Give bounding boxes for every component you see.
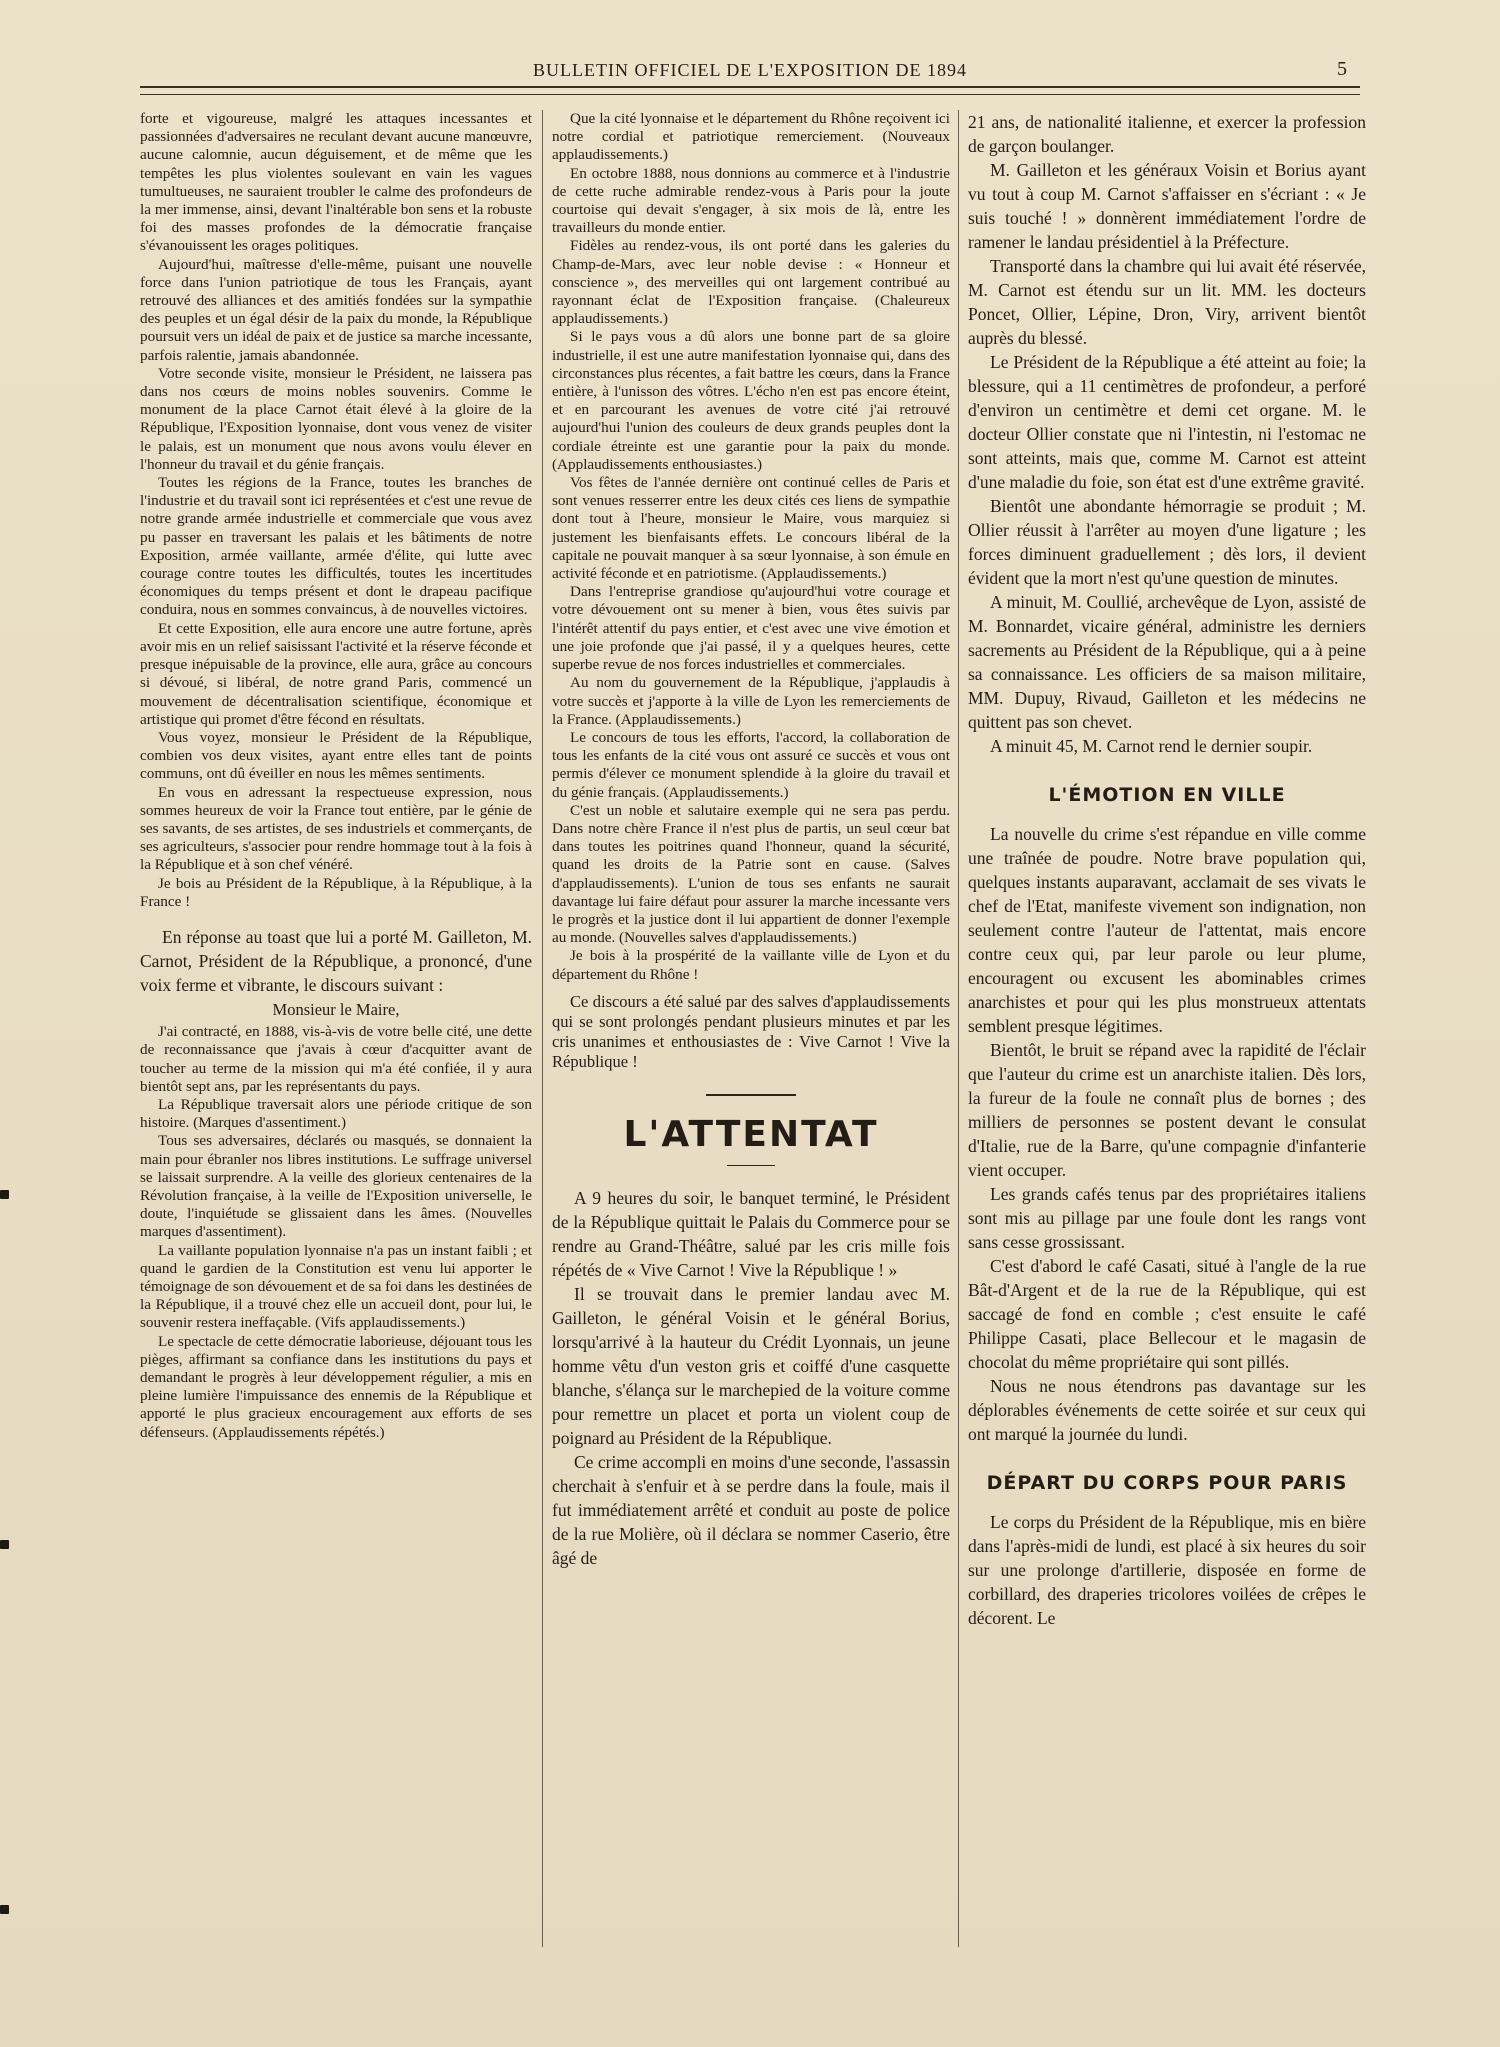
paragraph: C'est un noble et salutaire exemple qui ne sera pas perdu. Dans notre chère France il n'est plus de partis, un seul cœur bat dans toutes les poitrines quand l'honneur, quand la sécurité, quand les droits de la Patrie sont en cause. (Salves d'applaudissements). L'union de tous ses enfants ne saurait davantage lui faire défaut pour assurer la marche incessante vers le progrès et la justice dont il lui appartient de donner l'exemple au monde. (Nouvelles salves d'applaudissements.) — [552, 801, 950, 947]
paragraph: Transporté dans la chambre qui lui avait été réservée, M. Carnot est étendu sur un lit. MM. les docteurs Poncet, Ollier, Lépine, Dron, Viry, arrivent bientôt auprès du blessé. — [968, 256, 1366, 348]
spacer — [140, 911, 532, 925]
carnot-speech-continued — [552, 110, 950, 984]
paragraph: Le concours de tous les efforts, l'accord, la collaboration de tous les enfants de la cité vous ont assuré ce succès et vous ont permis d'élever ce monument splendide à la gloire du travail et du génie français. (Applaudissements.) — [552, 728, 950, 801]
section-title-attentat: L'ATTENTAT — [623, 1113, 879, 1155]
margin-mark — [0, 1190, 9, 1199]
paragraph: Vous voyez, monsieur le Président de la République, combien vos deux visites, ayant entre elles tant de points communs, ont dû éveiller en nous les mêmes sentiments. — [140, 728, 532, 783]
column-1 — [140, 110, 532, 1947]
paragraph: Fidèles au rendez-vous, ils ont porté dans les galeries du Champ-de-Mars, avec leur noble devise : « Honneur et conscience », des merveilles qui ont largement contribué au rayonnant éclat de l'Exposition française. (Chaleureux applaudissements.) — [552, 237, 950, 328]
header-rule — [140, 86, 1360, 95]
paragraph: Bientôt une abondante hémorragie se produit ; M. Ollier réussit à l'arrêter au moyen d'une ligature ; les forces diminuent graduellement ; dès lors, il devient évident que la mort n'est qu'une question de minutes. — [968, 496, 1366, 588]
paragraph: La vaillante population lyonnaise n'a pas un instant faibli ; et quand le gardien de la Constitution est venu lui apporter le témoignage de son dévouement et de sa foi dans les destinées de la République, il a trouvé chez elle un accueil dont, pour lui, le souvenir restera ineffaçable. (Vifs applaudissements.) — [140, 1241, 532, 1332]
paragraph: Il se trouvait dans le premier landau avec M. Gailleton, le général Voisin et le général Borius, lorsqu'arrivé à la hauteur du Crédit Lyonnais, un jeune homme vêtu d'un veston gris et coiffé d'une casquette blanche, s'élança sur le marchepied de la voiture comme pour remettre un placet et porta un violent coup de poignard au Président de la République. — [552, 1283, 950, 1448]
paragraph: En octobre 1888, nous donnions au commerce et à l'industrie de cette ruche admirable rendez-vous à Paris pour la joute courtoise qui devait s'engager, à six mois de là, entre les travailleurs du monde entier. — [552, 164, 950, 237]
page-number: 5 — [1337, 58, 1348, 80]
paragraph: Si le pays vous a dû alors une bonne part de sa gloire industrielle, il est une autre manifestation lyonnaise qui, dans des circonstances plus récentes, a fait battre les cœurs, dans la France entière, à l'unisson des vôtres. L'écho n'en est pas encore éteint, et en parcourant les avenues de votre cité j'ai retrouvé aujourd'hui l'union des couleurs de deux grands peuples dont la cordiale étreinte est une garantie pour la paix du monde. (Applaudissements enthousiastes.) — [552, 328, 950, 473]
paragraph: M. Gailleton et les généraux Voisin et Borius ayant vu tout à coup M. Carnot s'affaisser en s'écriant : « Je suis touché ! » donnèrent immédiatement l'ordre de ramener le landau présidentiel à la Préfecture. — [968, 160, 1366, 252]
intro-block — [140, 925, 532, 997]
paragraph: J'ai contracté, en 1888, vis-à-vis de votre belle cité, une dette de reconnaissance que j'avais à cœur d'acquitter avant de toucher au terme de la mission qui m'a été confiée, il y aura bientôt sept ans, par les représentants du pays. — [140, 1023, 532, 1095]
paragraph: Tous ses adversaires, déclarés ou masqués, se donnaient la main pour ébranler nos libres institutions. Le suffrage universel se laissait surprendre. A la veille des glorieux centenaires de la Révolution française, à la veille de l'Exposition universelle, le doute, l'inquiétude se glissaient dans les âmes. (Nouvelles marques d'assentiment). — [140, 1132, 532, 1241]
paragraph: La République traversait alors une période critique de son histoire. (Marques d'assentiment.) — [140, 1095, 532, 1132]
paragraph: A 9 heures du soir, le banquet terminé, le Président de la République quittait le Palais du Commerce pour se rendre au Grand-Théâtre, salué par les cris mille fois répétés de « Vive Carnot ! Vive la République ! » — [552, 1187, 950, 1280]
paragraph: En réponse au toast que lui a porté M. Gailleton, M. Carnot, Président de la République, a prononcé, d'une voix ferme et vibrante, le discours suivant : — [140, 926, 532, 995]
paragraph: Le Président de la République a été atteint au foie; la blessure, qui a 11 centimètres de profondeur, a perforé d'environ un centimètre et demi cet organe. M. le docteur Ollier constate que ni l'intestin, ni l'estomac ne sont atteints, mais que, comme M. Carnot est atteint d'une maladie du foie, son état est d'une extrême gravité. — [968, 352, 1366, 492]
paragraph: Votre seconde visite, monsieur le Président, ne laissera pas dans nos cœurs de moins nobles souvenirs. Comme le monument de la place Carnot était élevé à la gloire de la République, l'Exposition lyonnaise, dont vous venez de visiter le palais, est un monument que nous avons voulu élever en l'honneur du travail et du génie français. — [140, 364, 532, 473]
mayor-speech — [140, 110, 532, 911]
column-2 — [552, 110, 950, 1947]
depart-article — [968, 1510, 1366, 1630]
paragraph: A minuit 45, M. Carnot rend le dernier soupir. — [990, 736, 1313, 756]
paragraph: Toutes les régions de la France, toutes les branches de l'industrie et du travail sont ici représentées et c'est une revue de notre grande armée industrielle et commerciale que vous avez pu passer en traversant les palais et les bâtiments de notre Exposition, armée vaillante, armée d'élite, qui lutte avec courage contre toutes les difficultés, toutes les incertitudes économiques du temps présent et dont le drapeau pacifique conduira, nous en sommes convaincus, à de nouvelles victoires. — [140, 474, 532, 619]
paragraph: A minuit, M. Coullié, archevêque de Lyon, assisté de M. Bonnardet, vicaire général, administre les derniers sacrements au Président de la République, qui a à peine sa connaissance. Les officiers de sa maison militaire, MM. Dupuy, Rivaud, Gailleton et les médecins ne quittent pas son chevet. — [968, 592, 1366, 732]
paragraph: 21 ans, de nationalité italienne, et exercer la profession de garçon boulanger. — [968, 112, 1366, 156]
section-separator — [706, 1094, 796, 1096]
paragraph: Ce discours a été salué par des salves d'applaudissements qui se sont prolongés pendant plusieurs minutes et par les cris unanimes et enthousiastes de : Vive Carnot ! Vive la République ! — [552, 991, 950, 1071]
paragraph: Dans l'entreprise grandiose qu'aujourd'hui votre courage et votre dévouement ont su mener à bien, vous êtes suivis par l'intérêt attentif du pays entier, et c'est avec une vive émotion et une joie profonde que j'ai passé, il y a quelques heures, cette superbe revue de nos forces industrielles et commerciales. — [552, 583, 950, 674]
margin-mark — [0, 1905, 9, 1914]
paragraph: forte et vigoureuse, malgré les attaques incessantes et passionnées d'adversaires ne reculant devant aucune manœuvre, aucune calomnie, aucun déguisement, et de même que les tempêtes les plus violentes soulevant en vain les vagues tumultueuses, ne sauraient troubler le calme des profondeurs de la mer immense, ainsi, devant l'inaltérable bon sens et la robuste foi des masses profondes de la démocratie française s'évanouissent les orages politiques. — [140, 110, 532, 255]
paragraph: Aujourd'hui, maîtresse d'elle-même, puisant une nouvelle force dans l'union patriotique de tous les Français, ayant retrouvé des alliances et des amitiés fondées sur la sympathie des peuples et un égal désir de la paix du monde, la République poursuit vers un idéal de paix et de justice sa marche incessante, parfois ralentie, jamais abandonnée. — [140, 255, 532, 364]
paragraph: En vous en adressant la respectueuse expression, nous sommes heureux de voir la France tout entière, par le génie de ses savants, de ses artistes, de ses industriels et commerçants, de ses agriculteurs, s'associer pour rendre hommage tout à la fois à la République et à son chef vénéré. — [140, 783, 532, 874]
after-speech-block — [552, 992, 950, 1072]
paragraph: Bientôt, le bruit se répand avec la rapidité de l'éclair que l'auteur du crime est un anarchiste italien. Dès lors, la fureur de la foule ne connaît plus de bornes ; des milliers de personnes se postent devant le consulat d'Italie, rue de la Barre, qu'une compagnie d'infanterie vient occuper. — [968, 1040, 1366, 1180]
paragraph: Et cette Exposition, elle aura encore une autre fortune, après avoir mis en un relief saisissant l'activité et la réserve féconde et presque inépuisable de la province, elle aura, grâce au concours si dévoué, si libéral, de notre grand Paris, commencé un mouvement de décentralisation scientifique, économique et artistique qui promet d'être fécond en résultats. — [140, 619, 532, 728]
paragraph: Les grands cafés tenus par des propriétaires italiens sont mis au pillage par une foule dont les rangs vont sans cesse grossissant. — [968, 1184, 1366, 1252]
paragraph: Nous ne nous étendrons pas davantage sur les déplorables événements de cette soirée et sur ceux qui ont marqué la journée du lundi. — [968, 1376, 1366, 1444]
column-3 — [968, 110, 1366, 1947]
paragraph: Je bois à la prospérité de la vaillante ville de Lyon et du département du Rhône ! — [552, 947, 950, 983]
paragraph: Le spectacle de cette démocratie laborieuse, déjouant tous les pièges, affirmant sa confiance dans les institutions du pays et demandant le progrès à leur développement régulier, a mis en pleine lumière l'impuissance des ennemis de la République et apporté le plus gracieux encouragement aux efforts de ses défenseurs. (Applaudissements répétés.) — [140, 1332, 532, 1441]
margin-mark — [0, 1540, 9, 1549]
paragraph: Ce crime accompli en moins d'une seconde, l'assassin cherchait à s'enfuir et à se perdre dans la foule, mais il fut immédiatement arrêté et conduit au poste de police de la rue Molière, où il déclara se nommer Caserio, être âgé de — [552, 1451, 950, 1568]
paragraph: Je bois au Président de la République, à la République, à la France ! — [140, 874, 532, 910]
section-title-emotion: L'ÉMOTION EN VILLE — [1048, 784, 1286, 806]
title-underline — [727, 1165, 775, 1166]
emotion-article — [968, 822, 1366, 1446]
column-divider — [542, 110, 543, 1947]
salutation: Monsieur le Maire, — [272, 999, 400, 1019]
attentat-article — [552, 1186, 950, 1570]
paragraph: Vos fêtes de l'année dernière ont continué celles de Paris et sont venues resserrer entre les deux cités ces liens de sympathie dont tout à l'heure, monsieur le Maire, vous marquiez si justement les bienfaisants effets. Le concours libéral de la capitale ne pouvait manquer à sa sœur lyonnaise, à son émule en activité féconde et en patriotisme. (Applaudissements.) — [552, 474, 950, 583]
bulletin-title: BULLETIN OFFICIEL DE L'EXPOSITION DE 1894 — [532, 60, 968, 80]
paragraph: C'est d'abord le café Casati, situé à l'angle de la rue Bât-d'Argent et de la rue de la République, qui est saccagé de fond en comble ; c'est ensuite le café Philippe Casati, place Bellecour et le magasin de chocolat du même propriétaire qui sont pillés. — [968, 1256, 1366, 1372]
carnot-speech — [140, 1001, 532, 1442]
paragraph: La nouvelle du crime s'est répandue en ville comme une traînée de poudre. Notre brave population qui, quelques instants auparavant, acclamait de ses vivats le chef de l'Etat, manifeste vivement son indignation, non seulement contre l'auteur de l'attentat, mais encore contre ceux qui, par leur parole ou leur plume, encouragent ou excusent les abominables crimes anarchistes et pour qui les plus monstrueux attentats semblent presque légitimes. — [968, 824, 1366, 1036]
paragraph: Le corps du Président de la République, mis en bière dans l'après-midi de lundi, est placé à six heures du soir sur une prolonge d'artillerie, disposée en forme de corbillard, des draperies tricolores voilées de crêpes le décorent. Le — [968, 1512, 1366, 1628]
paragraph: Que la cité lyonnaise et le département du Rhône reçoivent ici notre cordial et patriotique remerciement. (Nouveaux applaudissements.) — [552, 110, 950, 164]
column-divider — [958, 110, 959, 1947]
section-title-depart: DÉPART DU CORPS POUR PARIS — [986, 1472, 1348, 1494]
page-header — [140, 58, 1360, 88]
spacer — [552, 984, 950, 992]
attentat-continued — [968, 110, 1366, 758]
paragraph: Au nom du gouvernement de la République, j'applaudis à votre succès et j'apporte à la ville de Lyon les remerciements de la France. (Applaudissements.) — [552, 674, 950, 728]
